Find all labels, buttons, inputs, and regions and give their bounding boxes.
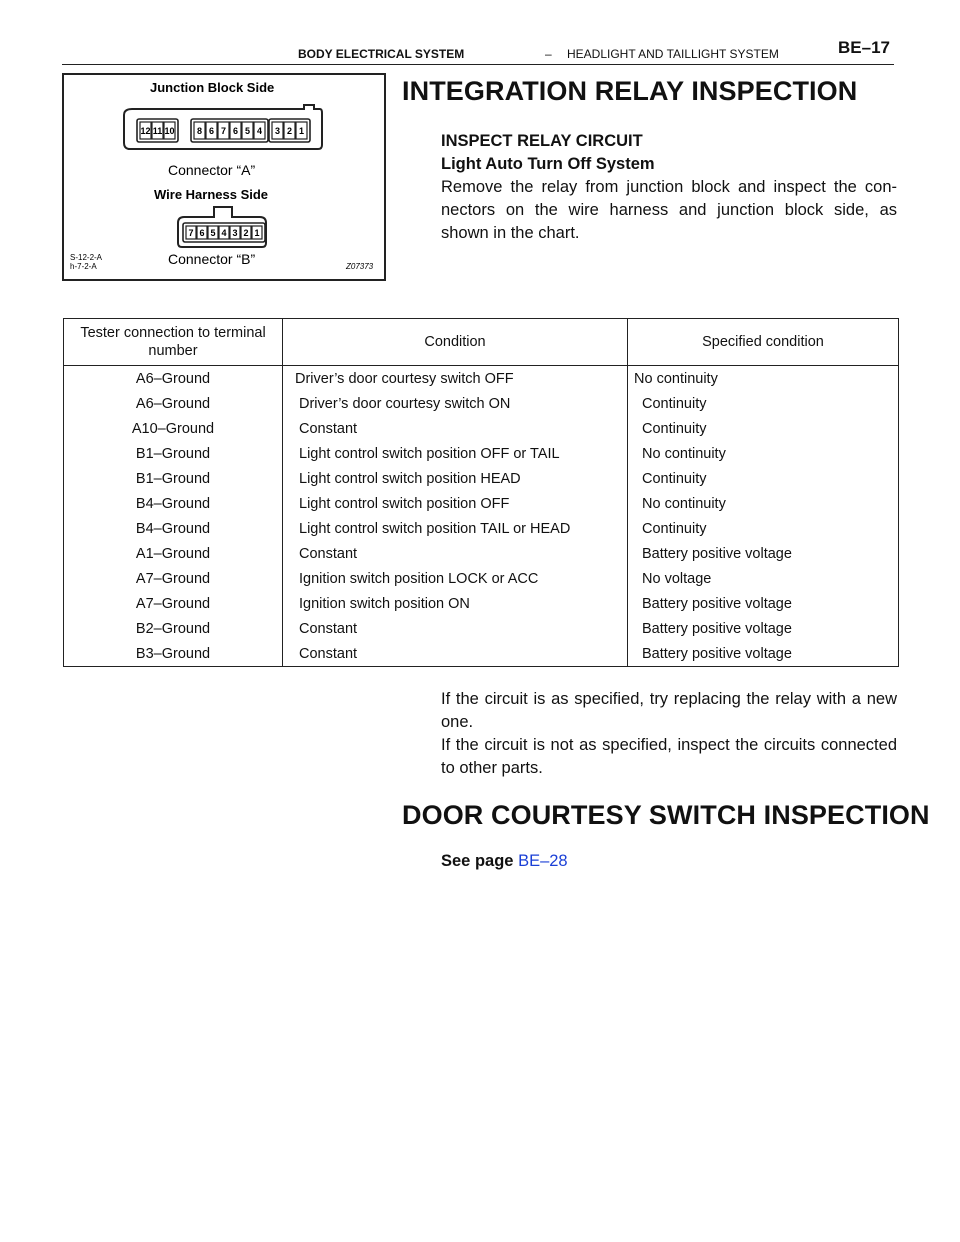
table-header-row xyxy=(64,319,899,366)
pin-number: 3 xyxy=(274,126,281,136)
cell-condition: Ignition switch position ON xyxy=(283,591,628,616)
cell-terminal: B4–Ground xyxy=(64,516,283,541)
header-subsystem: HEADLIGHT AND TAILLIGHT SYSTEM xyxy=(567,47,779,61)
cell-terminal: A6–Ground xyxy=(64,366,283,392)
cell-condition: Constant xyxy=(283,541,628,566)
figure-ref-1: S-12-2-A xyxy=(70,253,103,262)
page-header xyxy=(62,28,894,65)
cell-condition: Driver’s door courtesy switch ON xyxy=(283,391,628,416)
table-row xyxy=(64,641,899,667)
pin-number: 5 xyxy=(244,126,251,136)
figure-code: Z07373 xyxy=(346,262,374,271)
connector-a-label: Connector “A” xyxy=(168,162,256,178)
cell-spec: No voltage xyxy=(628,566,899,591)
pin-number: 5 xyxy=(210,228,216,238)
cell-spec: Continuity xyxy=(628,516,899,541)
pin-number: 1 xyxy=(298,126,305,136)
table-row xyxy=(64,541,899,566)
table-row xyxy=(64,416,899,441)
pin-number: 7 xyxy=(188,228,194,238)
figure-title-junction-block: Junction Block Side xyxy=(150,80,275,95)
cell-spec: Continuity xyxy=(628,416,899,441)
cell-condition: Constant xyxy=(283,416,628,441)
pin-number: 2 xyxy=(243,228,249,238)
connector-diagram xyxy=(64,75,384,279)
page-number: BE–17 xyxy=(838,38,890,57)
cell-terminal: B2–Ground xyxy=(64,616,283,641)
pin-number: 4 xyxy=(256,126,263,136)
cell-terminal: A7–Ground xyxy=(64,591,283,616)
pin-number: 7 xyxy=(220,126,227,136)
pin-number: 8 xyxy=(196,126,203,136)
see-page-label: See page xyxy=(441,852,514,870)
result-ng-line-2: to other parts. xyxy=(441,759,543,777)
cell-spec: No continuity xyxy=(628,491,899,516)
connector-figure xyxy=(62,73,386,281)
cell-condition: Driver’s door courtesy switch OFF xyxy=(283,366,628,392)
cell-spec: No continuity xyxy=(628,441,899,466)
pin-number: 11 xyxy=(152,126,163,136)
cell-condition: Light control switch position HEAD xyxy=(283,466,628,491)
header-specified-condition: Specified condition xyxy=(628,319,899,366)
cell-condition: Constant xyxy=(283,616,628,641)
header-condition: Condition xyxy=(283,319,628,366)
pin-number: 1 xyxy=(254,228,260,238)
cell-terminal: B1–Ground xyxy=(64,441,283,466)
section-title-integration-relay: INTEGRATION RELAY INSPECTION xyxy=(402,76,858,106)
cell-condition: Constant xyxy=(283,641,628,667)
table-row xyxy=(64,391,899,416)
step-heading: INSPECT RELAY CIRCUIT xyxy=(441,132,643,150)
cell-terminal: B1–Ground xyxy=(64,466,283,491)
cell-terminal: A10–Ground xyxy=(64,416,283,441)
cell-spec: Battery positive voltage xyxy=(628,616,899,641)
table-row xyxy=(64,516,899,541)
header-separator: – xyxy=(545,47,552,61)
pin-number: 6 xyxy=(208,126,215,136)
connector-a-pins-middle xyxy=(191,119,268,142)
cell-spec: Battery positive voltage xyxy=(628,541,899,566)
table-row xyxy=(64,366,899,392)
intro-line-2: nectors on the wire harness and junction block side, as xyxy=(441,201,897,219)
subsystem-heading: Light Auto Turn Off System xyxy=(441,155,655,173)
figure-ref-2: h-7-2-A xyxy=(70,262,97,271)
table-row xyxy=(64,441,899,466)
table-row xyxy=(64,616,899,641)
result-ng-line-1: If the circuit is not as specified, inspect the circuits connected xyxy=(441,736,897,754)
cell-condition: Light control switch position OFF or TAIL xyxy=(283,441,628,466)
pin-number: 6 xyxy=(199,228,205,238)
pin-number: 6 xyxy=(232,126,239,136)
cell-terminal: B3–Ground xyxy=(64,641,283,667)
result-ok-line-1: If the circuit is as specified, try replacing the relay with a new xyxy=(441,690,897,708)
table-row xyxy=(64,466,899,491)
intro-line-3: shown in the chart. xyxy=(441,224,580,242)
cell-spec: Continuity xyxy=(628,391,899,416)
connector-a-pins-left xyxy=(137,119,178,142)
section-title-door-courtesy: DOOR COURTESY SWITCH INSPECTION xyxy=(402,800,930,830)
header-system: BODY ELECTRICAL SYSTEM xyxy=(298,47,465,61)
cell-terminal: B4–Ground xyxy=(64,491,283,516)
cell-terminal: A7–Ground xyxy=(64,566,283,591)
connector-b-label: Connector “B” xyxy=(168,251,256,267)
cell-terminal: A6–Ground xyxy=(64,391,283,416)
cell-spec: Continuity xyxy=(628,466,899,491)
cell-condition: Light control switch position TAIL or HEAD xyxy=(283,516,628,541)
table-row xyxy=(64,591,899,616)
cell-spec: Battery positive voltage xyxy=(628,591,899,616)
table-row xyxy=(64,491,899,516)
table-row xyxy=(64,566,899,591)
cell-condition: Ignition switch position LOCK or ACC xyxy=(283,566,628,591)
connector-a-pins-right xyxy=(269,119,310,142)
intro-line-1: Remove the relay from junction block and inspect the con- xyxy=(441,178,897,196)
see-page-line xyxy=(441,850,897,873)
pin-number: 4 xyxy=(221,228,227,238)
cell-terminal: A1–Ground xyxy=(64,541,283,566)
header-tester-connection: Tester connection to terminal number xyxy=(64,319,283,366)
pin-number: 12 xyxy=(140,126,151,136)
pin-number: 2 xyxy=(286,126,293,136)
cell-spec: Battery positive voltage xyxy=(628,641,899,667)
figure-title-wire-harness: Wire Harness Side xyxy=(154,187,269,202)
see-page-link[interactable]: BE–28 xyxy=(518,852,568,870)
cell-condition: Light control switch position OFF xyxy=(283,491,628,516)
connector-b-pins xyxy=(183,223,265,242)
cell-spec: No continuity xyxy=(628,366,899,392)
pin-number: 10 xyxy=(164,126,175,136)
pin-number: 3 xyxy=(232,228,238,238)
inspection-table xyxy=(63,318,899,667)
result-ok-line-2: one. xyxy=(441,713,474,731)
